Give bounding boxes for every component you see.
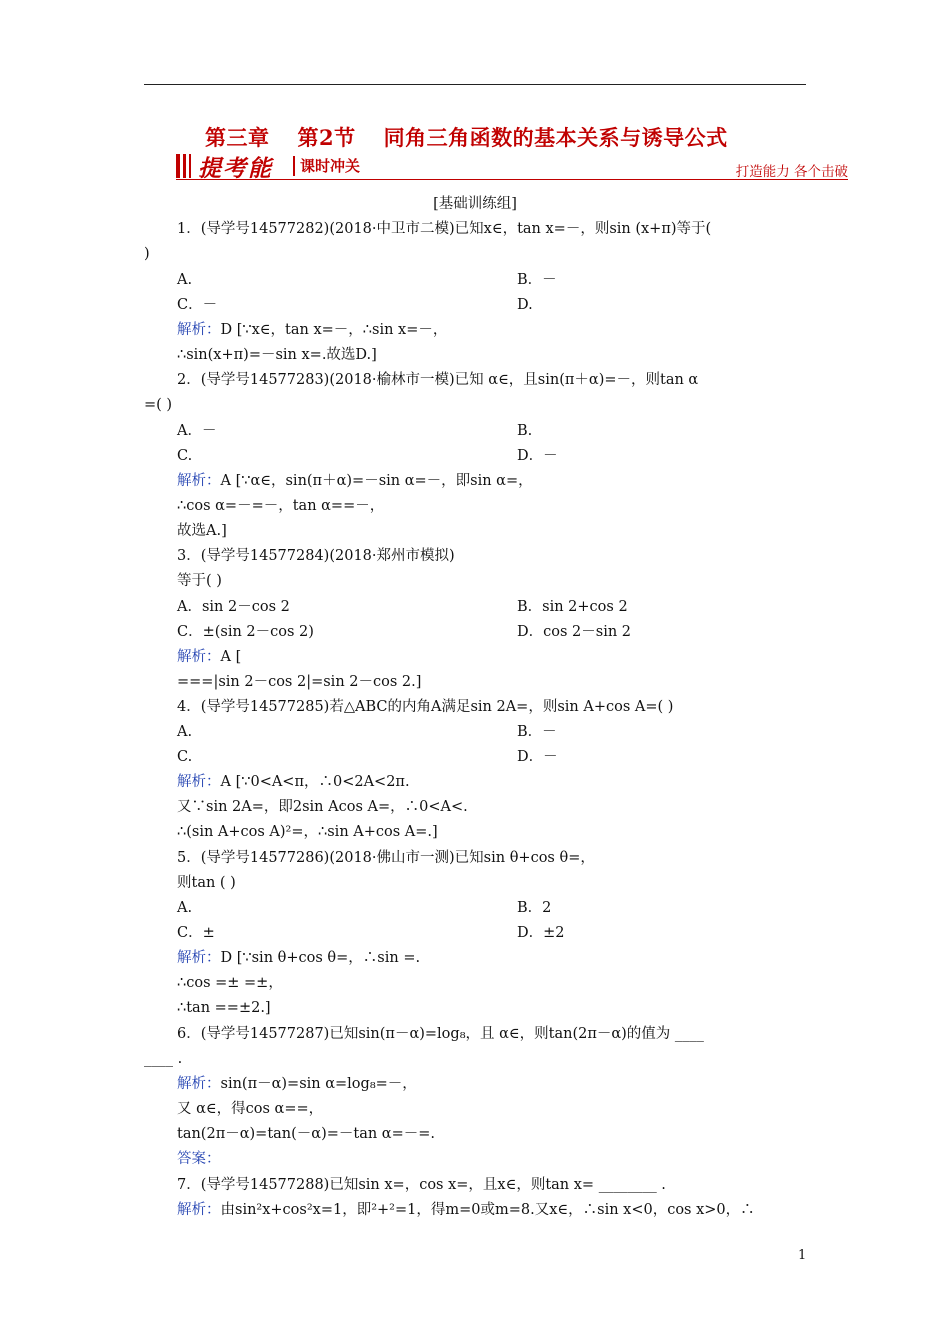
analysis-label: 解析： [177,473,221,489]
banner-divider [293,156,295,176]
page-number: 1 [798,1248,807,1263]
banner-right-text: 打造能力 各个击破 [735,164,848,180]
solution-line: 解析：A [∵0<A<π，∴0<2A<2π. [177,774,410,790]
option: A．－ [177,423,217,439]
solution-line: 解析：D [∵x∈，tan x=－，∴sin x=－， [177,322,448,338]
question-line: ) [144,246,150,262]
option: A. [177,724,193,740]
analysis-label: 解析： [177,649,221,665]
solution-line: 又∵sin 2A=，即2sin Acos A=，∴0<A<. [177,799,468,815]
option: B．－ [517,724,557,740]
question-line: 5．(导学号14577286)(2018·佛山市一测)已知sin θ+cos θ=， [177,850,595,866]
banner-rule [176,179,848,180]
analysis-label: 解析： [177,774,221,790]
option: C．± [177,925,215,941]
option: C. [177,448,193,464]
option: C. [177,749,193,765]
solution-line: 故选A.] [177,523,227,539]
option: D. [517,297,533,313]
header-rule [144,84,806,85]
solution-line: 解析：D [∵sin θ+cos θ=，∴sin =. [177,950,421,966]
option: C．－ [177,297,218,313]
solution-line: 又 α∈，得cos α==， [177,1101,324,1117]
question-line: 则tan ( ) [177,875,236,891]
question-line: 2．(导学号14577283)(2018·榆林市一模)已知 α∈，且sin(π＋α)=－，则tan α [177,372,699,388]
analysis-label: 解析： [177,950,221,966]
option: A. [177,272,193,288]
solution-line: ===|sin 2－cos 2|=sin 2－cos 2.] [177,674,422,690]
option: D．cos 2－sin 2 [517,624,632,640]
solution-line: ∴tan ==±2.] [177,1000,271,1016]
analysis-label: 解析： [177,322,221,338]
banner-stripe [176,154,180,178]
option: B. [517,423,533,439]
page-title [205,122,728,152]
option: A. [177,900,193,916]
solution-line: ∴cos =± =±， [177,975,283,991]
solution-line: tan(2π－α)=tan(－α)=－tan α=－=. [177,1126,436,1142]
analysis-label: 解析： [177,1076,221,1092]
solution-line: 解析：A [∵α∈，sin(π＋α)=－sin α=－，即sin α=， [177,473,533,489]
solution-line: 解析：A [ [177,649,242,665]
question-line: 等于( ) [177,573,222,589]
option: D．±2 [517,925,565,941]
analysis-label: 解析： [177,1202,221,1218]
option: D．－ [517,749,558,765]
solution-line: ∴cos α=－=－，tan α==－， [177,498,385,514]
option: A．sin 2－cos 2 [177,599,290,615]
banner-stripe [183,154,186,178]
answer-label: 答案： [177,1151,221,1167]
question-line: 6．(导学号14577287)已知sin(π－α)=log₈，且 α∈，则tan(2π－α)的值为 ____ [177,1026,704,1042]
question-line: 1．(导学号14577282)(2018·中卫市二模)已知x∈，tan x=－，则sin (x+π)等于( [177,221,712,237]
section-banner [176,152,848,182]
question-line: ____ . [144,1051,183,1067]
option: D．－ [517,448,558,464]
question-line: 3．(导学号14577284)(2018·郑州市模拟) [177,548,455,564]
option: B．sin 2+cos 2 [517,599,628,615]
group-title: [基础训练组] [433,196,517,212]
banner-stripe [189,154,191,178]
solution-line: 解析：sin(π－α)=sin α=log₈=－， [177,1076,417,1092]
question-line: =( ) [144,397,173,413]
question-line: 7．(导学号14577288)已知sin x=，cos x=，且x∈，则tan x= ________ . [177,1177,666,1193]
option: B．－ [517,272,557,288]
solution-line: ∴sin(x+π)=－sin x=.故选D.] [177,347,377,363]
option: B．2 [517,900,552,916]
section-label: 第2节 [297,125,356,150]
title-text: 同角三角函数的基本关系与诱导公式 [383,125,728,150]
banner-big-text: 提考能 [198,156,273,182]
solution-line: ∴(sin A+cos A)²=，∴sin A+cos A=.] [177,824,438,840]
option: C．±(sin 2－cos 2) [177,624,314,640]
solution-line: 解析：由sin²x+cos²x=1，即²+²=1，得m=0或m=8.又x∈，∴sin x<0，cos x>0，∴ [177,1202,755,1218]
banner-small-text: 课时冲关 [300,157,361,175]
chapter-label: 第三章 [205,125,270,150]
question-line: 4．(导学号14577285)若△ABC的内角A满足sin 2A=，则sin A+cos A=( ) [177,699,674,715]
